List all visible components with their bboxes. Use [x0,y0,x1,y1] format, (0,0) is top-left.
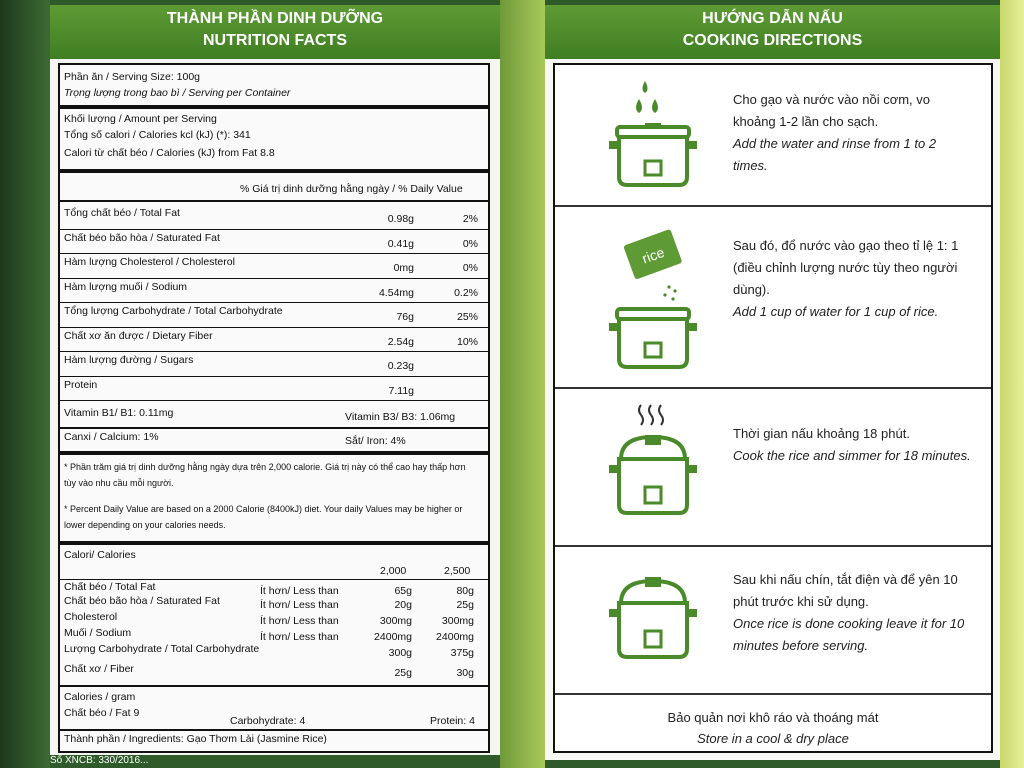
amount-per-serving: Khối lượng / Amount per Serving [64,113,217,125]
nutrient-amount: 2.54g [387,335,414,348]
reference-row-2500: 25g [456,599,474,611]
rice-bag-label: rice [639,243,667,267]
divider [60,451,488,455]
reference-col-2000: 2,000 [380,565,407,577]
total-calories: Tổng số calori / Calories kcl (kJ) (*): 341 [64,129,251,141]
fat-per-gram: Chất béo / Fat 9 [64,707,140,719]
divider [60,327,488,328]
step-3-text [733,423,973,467]
carb-per-gram: Carbohydrate: 4 [230,715,306,727]
divider [60,400,488,401]
step-3 [555,389,991,545]
reference-row-label: Muối / Sodium [64,627,132,639]
calcium: Canxi / Calcium: 1% [64,431,159,443]
step-3-vi: Thời gian nấu khoảng 18 phút. [733,426,910,441]
divider [60,729,488,731]
divider [60,278,488,279]
nutrient-label: Hàm lượng đường / Sugars [64,354,194,366]
reference-row-2000: 20g [394,599,412,611]
step-1-text [733,89,973,177]
nutrient-amount: 0.41g [387,237,414,250]
cooking-header-en: COOKING DIRECTIONS [682,32,863,49]
nutrient-amount: 7.11g [388,384,414,397]
nutrient-label: Hàm lượng muối / Sodium [64,280,188,293]
step-4-vi: Sau khi nấu chín, tắt điện và để yên 10 phút trước khi sử dụng. [733,572,958,609]
cooking-panel [545,5,1000,760]
nutrient-amount: 0.98g [387,213,414,225]
water-drops-pot-icon [607,79,697,191]
reference-row-label: Cholesterol [64,611,118,623]
divider [60,685,488,687]
nutrient-label: Protein [64,378,98,391]
reference-row-condition: Ít hơn/ Less than [260,631,339,643]
nutrient-amount: 4.54mg [378,286,414,299]
reference-row-label: Chất béo / Total Fat [64,581,156,593]
storage-en: Store in a cool & dry place [697,731,849,746]
step-2-vi: Sau đó, đổ nước vào gạo theo tỉ lệ 1: 1 (điều chỉnh lượng nước tùy theo người dùng). [733,238,959,297]
rice-bag-pot-icon [607,227,707,377]
reference-row-label: Chất xơ / Fiber [64,663,134,675]
serving-size: Phần ăn / Serving Size: 100g [64,71,201,83]
steaming-cooker-icon [607,403,697,533]
divider [60,229,488,230]
step-3-en: Cook the rice and simmer for 18 minutes. [733,448,971,463]
calories-per-gram: Calories / gram [64,691,136,703]
nutrient-label: Chất béo bão hòa / Saturated Fat [64,231,220,244]
vitamin-b1: Vitamin B1/ B1: 0.11mg [64,407,174,419]
reference-col-2500: 2,500 [444,565,471,577]
step-2-text [733,235,973,323]
serving-per-container: Trọng lượng trong bao bì / Serving per Container [64,87,291,99]
divider [60,427,488,429]
reference-row-2500: 80g [456,585,474,597]
step-4-en: Once rice is done cooking leave it for 10 minutes before serving. [733,616,965,653]
nutrition-panel [50,5,500,755]
bottom-registration-text: Số XNCB: 330/2016... [50,755,149,766]
storage-note [555,707,991,749]
footnote-vi: * Phần trăm giá trị dinh dưỡng hằng ngày dựa trên 2,000 calorie. Giá trị này có thể cao hay thấp hơn tùy vào nhu cầu mỗi người. [64,462,466,488]
nutrient-amount: 0mg [393,262,414,274]
nutrition-header-en: NUTRITION FACTS [203,32,347,49]
divider [60,169,488,173]
reference-row-2500: 375g [450,647,474,659]
step-1-vi: Cho gạo và nước vào nồi cơm, vo khoảng 1-2 lần cho sạch. [733,92,931,129]
cooking-directions [553,63,993,753]
daily-value-header: % Giá trị dinh dưỡng hằng ngày / % Daily Value [240,183,463,195]
nutrition-header [50,5,500,59]
nutrient-label: Hàm lượng Cholesterol / Cholesterol [64,256,235,268]
cooking-header [545,5,1000,59]
package-background-left [0,0,50,768]
nutrient-daily-value: 0% [462,262,478,274]
iron: Sắt/ Iron: 4% [345,435,406,447]
nutrient-daily-value: 2% [462,213,478,225]
nutrient-daily-value: 25% [456,311,478,323]
reference-row-label: Chất béo bão hòa / Saturated Fat [64,595,220,607]
reference-row-condition: Ít hơn/ Less than [260,599,339,611]
reference-row-condition: Ít hơn/ Less than [260,615,339,627]
divider [60,105,488,109]
closed-cooker-icon [607,569,697,679]
nutrition-facts-table [58,63,490,753]
reference-row-condition: Ít hơn/ Less than [260,585,339,597]
step-2-en: Add 1 cup of water for 1 cup of rice. [733,304,939,319]
package-background-right [1000,0,1024,768]
reference-row-2000: 300g [388,647,412,659]
nutrient-daily-value: 10% [456,335,478,348]
divider [60,351,488,352]
protein-per-gram: Protein: 4 [430,715,475,727]
reference-row-2000: 65g [394,585,412,597]
nutrient-label: Chất xơ ăn được / Dietary Fiber [64,329,213,342]
reference-row-2000: 2400mg [374,631,412,643]
nutrient-daily-value: 0% [462,237,478,250]
reference-row-2500: 2400mg [436,631,474,643]
divider [60,200,488,202]
nutrient-daily-value: 0.2% [454,286,478,299]
ingredients: Thành phần / Ingredients: Gạo Thơm Lài (Jasmine Rice) [64,733,327,745]
nutrient-amount: 0.23g [387,360,414,372]
reference-row-label: Lượng Carbohydrate / Total Carbohydrate [64,643,260,655]
vitamin-b3: Vitamin B3/ B3: 1.06mg [345,411,456,423]
package-background-middle [500,0,545,768]
divider [60,302,488,303]
step-divider [555,693,991,695]
step-2 [555,207,991,387]
footnote-en: * Percent Daily Value are based on a 2000 Calorie (8400kJ) diet. Your daily Values may be higher or lower depending on your calories needs. [64,504,463,530]
cooking-header-vi: HƯỚNG DẪN NẤU [702,10,843,27]
reference-row-2500: 300mg [441,615,474,627]
calories-from-fat: Calori từ chất béo / Calories (kJ) from Fat 8.8 [64,147,275,159]
divider [60,376,488,377]
divider [60,579,488,580]
divider [60,253,488,254]
step-1-en: Add the water and rinse from 1 to 2 times. [733,136,937,173]
storage-vi: Bảo quản nơi khô ráo và thoáng mát [667,710,879,725]
reference-row-2500: 30g [456,667,474,679]
nutrition-header-vi: THÀNH PHẦN DINH DƯỠNG [166,10,384,27]
step-1 [555,65,991,205]
reference-calories-label: Calori/ Calories [64,549,136,561]
step-4-text [733,569,973,657]
nutrient-label: Tổng lượng Carbohydrate / Total Carbohydrate [64,305,283,317]
step-4 [555,547,991,693]
divider [60,541,488,545]
nutrient-amount: 76g [396,311,414,323]
nutrient-label: Tổng chất béo / Total Fat [64,207,180,219]
reference-row-2000: 300mg [379,615,412,627]
reference-row-2000: 25g [394,667,412,679]
